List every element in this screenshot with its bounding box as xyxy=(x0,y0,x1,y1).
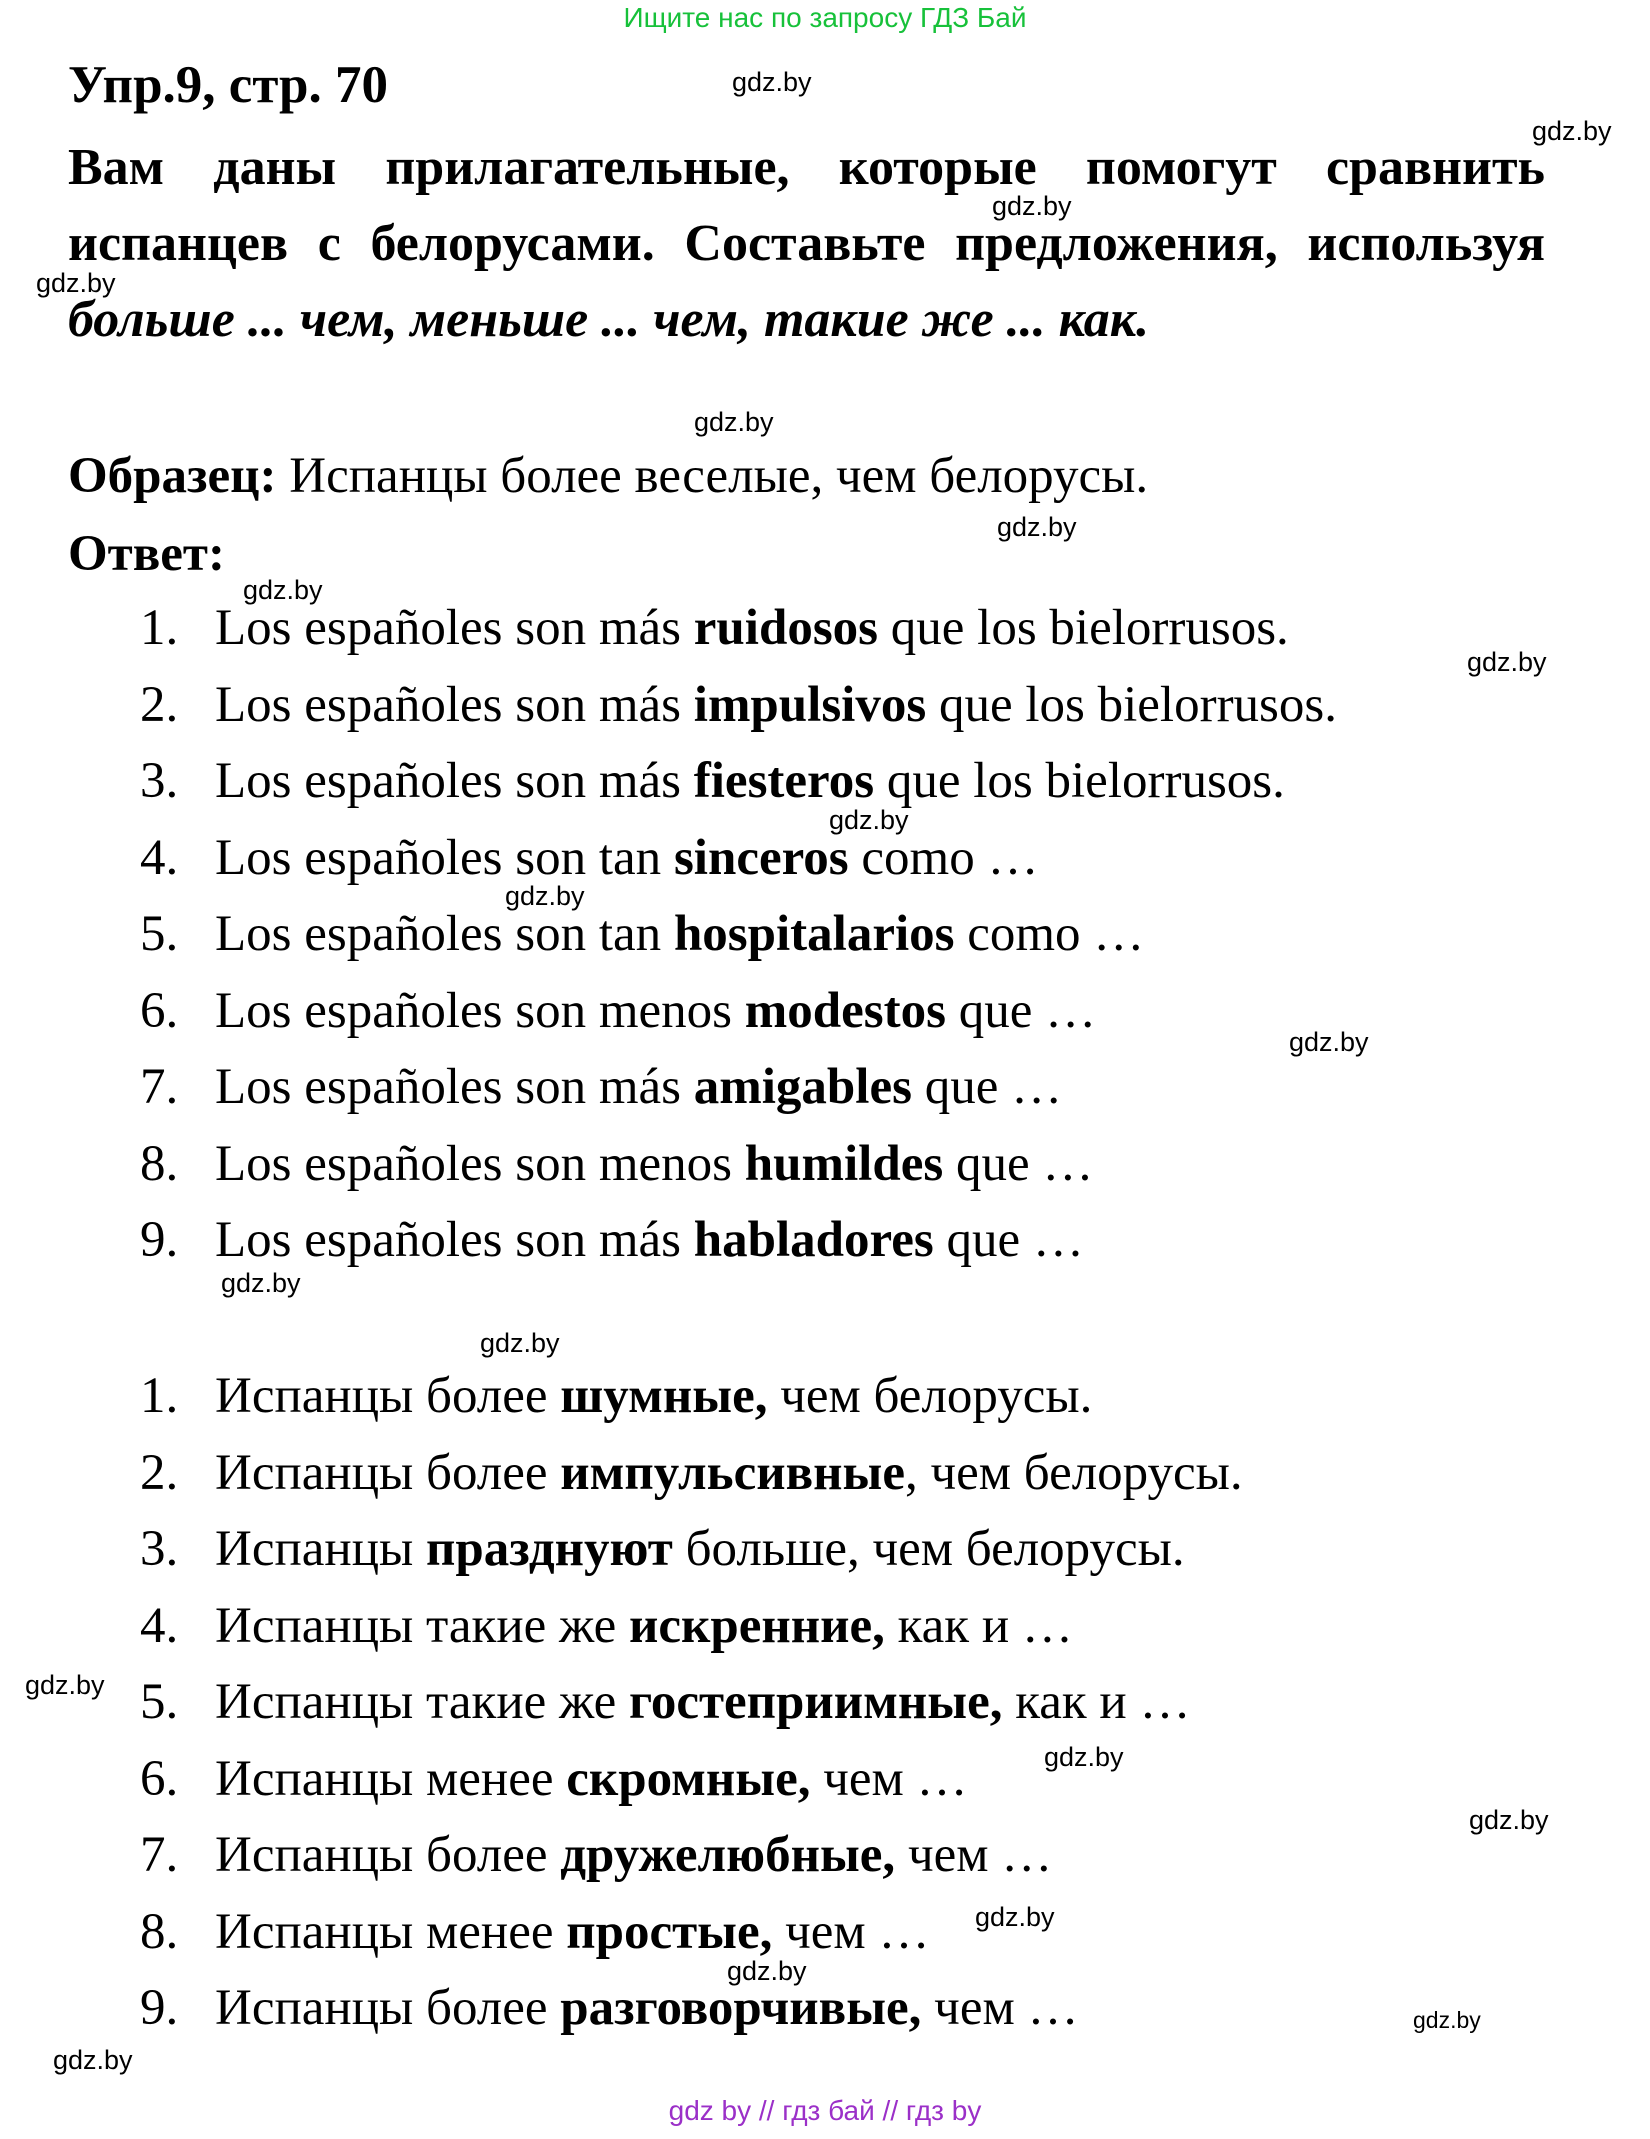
watermark: gdz.by xyxy=(975,1902,1055,1932)
item-number: 9. xyxy=(140,1212,179,1268)
item-keyword: разговорчивые, xyxy=(560,1980,922,2036)
task-text xyxy=(68,130,1545,358)
item-keyword: скромные, xyxy=(566,1750,811,1807)
item-keyword: гостеприимные, xyxy=(628,1674,1003,1730)
item-number: 1. xyxy=(140,600,179,656)
item-number: 2. xyxy=(140,676,179,733)
list-item xyxy=(140,1894,1243,1971)
item-text-end: чем … xyxy=(810,1750,968,1807)
item-number: 7. xyxy=(140,1059,179,1115)
item-text: Испанцы более xyxy=(215,1368,561,1424)
promo-banner[interactable]: Ищите нас по запросу ГДЗ Бай xyxy=(623,2,1027,33)
item-text: Испанцы такие же xyxy=(215,1674,629,1730)
exercise-title: Упр.9, стр. 70 xyxy=(68,56,388,114)
list-item xyxy=(140,973,1337,1050)
sample-text: Испанцы более веселые, чем белорусы. xyxy=(276,448,1149,504)
spanish-answer-list xyxy=(140,590,1337,1279)
item-text: Испанцы более xyxy=(215,1444,561,1501)
item-keyword: hospitalarios xyxy=(673,906,955,962)
watermark: gdz.by xyxy=(732,67,812,97)
watermark: gdz.by xyxy=(992,191,1072,221)
watermark: gdz.by xyxy=(694,407,774,437)
sample-line xyxy=(68,447,1148,505)
item-keyword: дружелюбные, xyxy=(560,1827,896,1883)
item-number: 8. xyxy=(140,1135,179,1192)
footer-links[interactable]: gdz by // гдз бай // гдз by xyxy=(668,2095,982,2126)
watermark: gdz.by xyxy=(727,1956,807,1986)
item-number: 5. xyxy=(140,906,179,962)
list-item xyxy=(140,1358,1243,1435)
watermark: gdz.by xyxy=(53,2045,133,2075)
task-text-main: Вам даны прилагательные, которые помогут сравнить испанцев с белорусами. Составьте предложения, используя xyxy=(68,139,1545,272)
watermark: gdz.by xyxy=(1413,2007,1481,2033)
item-number: 4. xyxy=(140,1597,179,1654)
item-keyword: шумные, xyxy=(560,1368,768,1424)
item-text-end: чем белорусы. xyxy=(767,1368,1093,1424)
watermark: gdz.by xyxy=(829,805,909,835)
russian-answer-list xyxy=(140,1358,1243,2047)
item-text-end: que … xyxy=(933,1212,1084,1268)
item-text: Los españoles son más xyxy=(215,600,694,656)
item-text: Испанцы более xyxy=(215,1980,561,2036)
watermark: gdz.by xyxy=(1289,1027,1369,1057)
item-text-end: que los bielorrusos. xyxy=(926,676,1337,733)
item-text-end: que … xyxy=(943,1135,1094,1192)
item-number: 6. xyxy=(140,982,179,1039)
item-keyword: fiesteros xyxy=(693,753,875,809)
item-text-end: que … xyxy=(945,982,1097,1039)
item-text-end: que los bielorrusos. xyxy=(878,600,1289,656)
list-item xyxy=(140,743,1337,820)
watermark: gdz.by xyxy=(505,881,585,911)
list-item xyxy=(140,1664,1243,1741)
item-keyword: искренние, xyxy=(628,1597,885,1654)
list-item xyxy=(140,667,1337,744)
item-number: 4. xyxy=(140,829,179,886)
item-text-end: чем … xyxy=(895,1827,1053,1883)
item-text-end: , чем белорусы. xyxy=(904,1444,1243,1501)
item-keyword: импульсивные xyxy=(560,1444,905,1501)
item-keyword: habladores xyxy=(693,1212,934,1268)
watermark: gdz.by xyxy=(1467,647,1547,677)
list-item xyxy=(140,1970,1243,2047)
watermark: gdz.by xyxy=(36,268,116,298)
list-item xyxy=(140,1511,1243,1588)
list-item xyxy=(140,896,1337,973)
item-keyword: sinceros xyxy=(673,829,849,886)
item-keyword: празднуют xyxy=(426,1521,673,1577)
item-text-end: que los bielorrusos. xyxy=(874,753,1285,809)
item-text: Los españoles son más xyxy=(215,1212,694,1268)
item-number: 2. xyxy=(140,1444,179,1501)
item-text: Испанцы менее xyxy=(215,1903,567,1960)
item-keyword: простые, xyxy=(566,1903,773,1960)
item-text: Испанцы менее xyxy=(215,1750,567,1807)
list-item xyxy=(140,1435,1243,1512)
item-number: 9. xyxy=(140,1980,179,2036)
item-text: Испанцы xyxy=(215,1521,426,1577)
item-number: 7. xyxy=(140,1827,179,1883)
list-item xyxy=(140,820,1337,897)
item-number: 5. xyxy=(140,1674,179,1730)
item-number: 8. xyxy=(140,1903,179,1960)
item-text-end: чем … xyxy=(921,1980,1079,2036)
list-item xyxy=(140,1588,1243,1665)
item-number: 3. xyxy=(140,753,179,809)
item-text-end: como … xyxy=(848,829,1039,886)
list-item xyxy=(140,1202,1337,1279)
task-text-italic: больше ... чем, меньше ... чем, такие же ... как. xyxy=(68,291,1150,348)
watermark: gdz.by xyxy=(1469,1805,1549,1835)
item-text: Los españoles son menos xyxy=(215,1135,745,1192)
list-item xyxy=(140,1817,1243,1894)
item-text: Испанцы такие же xyxy=(215,1597,629,1654)
item-text: Los españoles son más xyxy=(215,753,694,809)
item-number: 1. xyxy=(140,1368,179,1424)
item-text: Los españoles son tan xyxy=(215,906,674,962)
watermark: gdz.by xyxy=(480,1328,560,1358)
item-text-end: как и … xyxy=(884,1597,1073,1654)
watermark: gdz.by xyxy=(997,512,1077,542)
item-keyword: humildes xyxy=(744,1135,944,1192)
sample-label: Образец: xyxy=(68,448,277,504)
item-number: 3. xyxy=(140,1521,179,1577)
item-keyword: impulsivos xyxy=(693,676,927,733)
item-text-end: que … xyxy=(911,1059,1063,1115)
item-text: Los españoles son tan xyxy=(215,829,674,886)
watermark: gdz.by xyxy=(1044,1742,1124,1772)
item-keyword: modestos xyxy=(744,982,946,1039)
item-text: Испанцы более xyxy=(215,1827,561,1883)
item-text: Los españoles son más xyxy=(215,676,694,733)
watermark: gdz.by xyxy=(25,1670,105,1700)
item-text-end: больше, чем белорусы. xyxy=(672,1521,1185,1577)
watermark: gdz.by xyxy=(243,575,323,605)
list-item xyxy=(140,1126,1337,1203)
item-text-end: como … xyxy=(954,906,1145,962)
watermark: gdz.by xyxy=(1532,116,1612,146)
item-text-end: как и … xyxy=(1002,1674,1191,1730)
item-text-end: чем … xyxy=(772,1903,930,1960)
list-item xyxy=(140,1049,1337,1126)
item-keyword: amigables xyxy=(693,1059,912,1115)
watermark: gdz.by xyxy=(221,1268,301,1298)
item-text: Los españoles son más xyxy=(215,1059,694,1115)
item-number: 6. xyxy=(140,1750,179,1807)
item-text: Los españoles son menos xyxy=(215,982,745,1039)
answer-label: Ответ: xyxy=(68,526,225,582)
item-keyword: ruidosos xyxy=(693,600,879,656)
